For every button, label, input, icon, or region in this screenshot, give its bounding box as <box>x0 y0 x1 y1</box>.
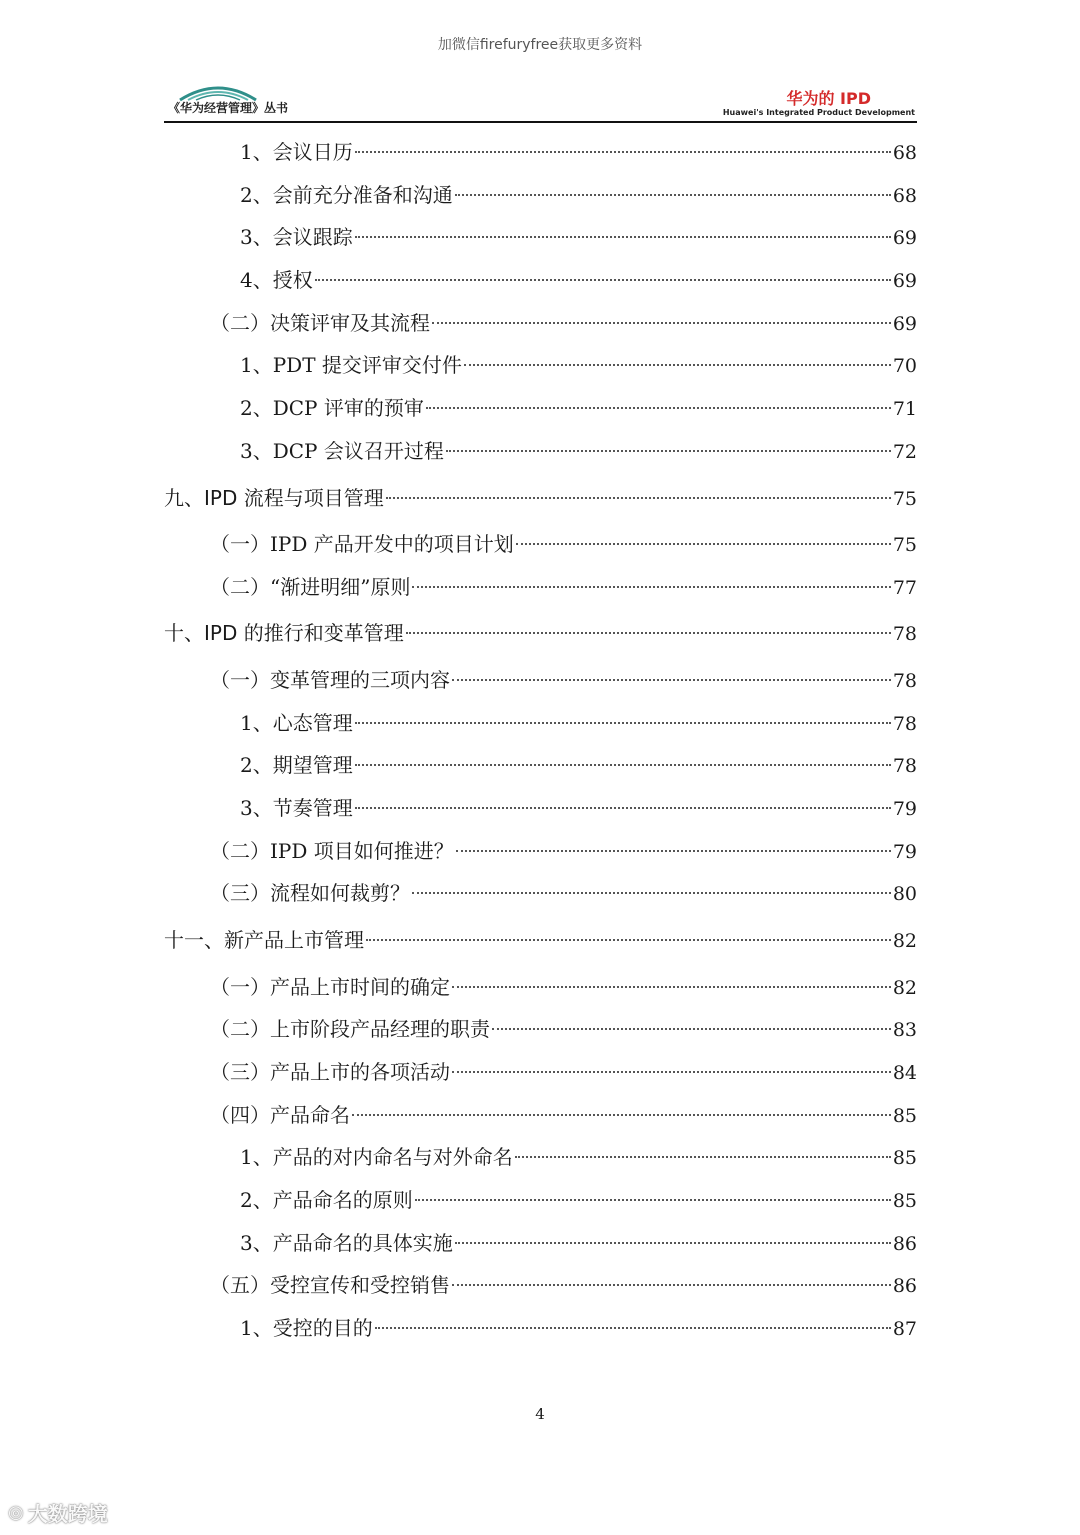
toc-dot-leader <box>412 892 891 894</box>
toc-entry-page: 69 <box>892 312 917 335</box>
page-number: 4 <box>535 1405 545 1423</box>
toc-entry-label: （三）产品上市的各项活动 <box>210 1059 450 1084</box>
toc-entry-label: 九、IPD 流程与项目管理 <box>164 485 384 510</box>
toc-entry-label: 1、产品的对内命名与对外命名 <box>240 1145 513 1170</box>
toc-entry[interactable] <box>164 1222 917 1265</box>
toc-dot-leader <box>415 1199 891 1201</box>
toc-entry-label: （二）上市阶段产品经理的职责 <box>210 1017 490 1042</box>
toc-dot-leader <box>455 1242 891 1244</box>
toc-entry-page: 68 <box>892 184 917 207</box>
toc-entry-page: 82 <box>892 930 917 952</box>
toc-dot-leader <box>355 764 891 766</box>
toc-entry[interactable] <box>164 302 917 345</box>
toc-entry[interactable] <box>164 659 917 702</box>
toc-entry-label: 1、PDT 提交评审交付件 <box>240 353 462 378</box>
toc-entry-label: （一）IPD 产品开发中的项目计划 <box>210 532 514 556</box>
toc-dot-leader <box>355 236 891 238</box>
toc-entry[interactable] <box>164 131 917 174</box>
toc-entry-page: 84 <box>892 1061 917 1084</box>
toc-entry-page: 70 <box>892 355 917 378</box>
toc-entry-label: 3、产品命名的具体实施 <box>240 1230 453 1255</box>
toc-dot-leader <box>352 1114 891 1116</box>
toc-entry[interactable] <box>164 1264 917 1307</box>
toc-entry[interactable] <box>164 1094 917 1137</box>
toc-entry-label: 十一、新产品上市管理 <box>164 928 364 952</box>
toc-entry[interactable] <box>164 174 917 217</box>
toc-dot-leader <box>375 1327 891 1329</box>
toc-entry[interactable] <box>164 1179 917 1222</box>
toc-dot-leader <box>366 939 891 941</box>
toc-dot-leader <box>516 543 891 545</box>
toc-entry-page: 79 <box>892 797 917 820</box>
toc-entry-page: 86 <box>892 1232 917 1255</box>
table-of-contents <box>164 131 917 1350</box>
toc-entry-label: （四）产品命名 <box>210 1102 350 1127</box>
toc-entry[interactable] <box>164 787 917 830</box>
toc-dot-leader <box>406 632 891 634</box>
toc-entry-page: 72 <box>892 440 917 463</box>
watermark-logo-icon: ◎ <box>8 1502 24 1523</box>
book-series-title: 《华为经营管理》丛书 <box>168 101 289 115</box>
toc-entry-page: 82 <box>892 976 917 999</box>
toc-entry-label: （二）IPD 项目如何推进？ <box>210 838 454 863</box>
toc-dot-leader <box>315 279 891 281</box>
toc-entry-label: （一）变革管理的三项内容 <box>210 667 450 692</box>
toc-entry-label: 3、DCP 会议召开过程 <box>240 438 444 463</box>
toc-entry-label: 1、受控的目的 <box>240 1316 373 1340</box>
toc-dot-leader <box>456 850 891 852</box>
toc-entry[interactable] <box>164 473 917 524</box>
toc-entry-page: 77 <box>892 576 917 599</box>
toc-entry-page: 85 <box>892 1104 917 1127</box>
toc-entry[interactable] <box>164 872 917 915</box>
toc-entry-label: （三）流程如何裁剪？ <box>210 881 410 906</box>
toc-entry-page: 83 <box>892 1019 917 1042</box>
toc-entry-label: （一）产品上市时间的确定 <box>210 974 450 999</box>
toc-dot-leader <box>386 497 891 499</box>
toc-entry-label: （五）受控宣传和受控销售 <box>210 1273 450 1298</box>
toc-entry-page: 86 <box>892 1275 917 1298</box>
toc-dot-leader <box>355 807 891 809</box>
header-rule <box>164 121 917 123</box>
toc-dot-leader <box>446 450 891 452</box>
toc-dot-leader <box>412 586 890 588</box>
toc-entry[interactable] <box>164 915 917 966</box>
toc-entry-label: 4、授权 <box>240 268 313 293</box>
toc-entry[interactable] <box>164 966 917 1009</box>
watermark-text: 大数跨境 <box>27 1502 108 1526</box>
toc-entry[interactable] <box>164 1136 917 1179</box>
toc-dot-leader <box>452 986 891 988</box>
brand-subtitle: Huawei's Integrated Product Development <box>722 108 915 117</box>
toc-entry-page: 75 <box>892 487 917 510</box>
toc-entry[interactable] <box>164 387 917 430</box>
toc-entry-page: 71 <box>892 398 917 421</box>
toc-entry-label: 3、节奏管理 <box>240 795 353 820</box>
toc-entry[interactable] <box>164 702 917 745</box>
toc-entry[interactable] <box>164 830 917 873</box>
toc-entry-page: 87 <box>892 1318 917 1340</box>
toc-dot-leader <box>355 722 891 724</box>
toc-entry-page: 68 <box>892 142 917 164</box>
toc-dot-leader <box>492 1028 891 1030</box>
toc-entry[interactable] <box>164 1307 917 1350</box>
toc-dot-leader <box>355 151 891 153</box>
toc-entry-page: 78 <box>892 755 917 778</box>
toc-entry-page: 79 <box>892 840 917 863</box>
toc-entry-page: 78 <box>892 669 917 692</box>
toc-entry[interactable] <box>164 344 917 387</box>
toc-entry-page: 78 <box>892 623 917 646</box>
toc-entry-page: 80 <box>892 883 917 906</box>
toc-dot-leader <box>452 1071 891 1073</box>
page-header <box>164 70 917 122</box>
toc-dot-leader <box>452 679 891 681</box>
toc-entry-page: 78 <box>892 712 917 735</box>
toc-entry-label: 2、DCP 评审的预审 <box>240 396 424 421</box>
toc-entry[interactable] <box>164 259 917 302</box>
toc-entry-page: 69 <box>892 270 917 293</box>
toc-entry-label: 3、会议跟踪 <box>240 225 353 250</box>
toc-entry[interactable] <box>164 523 917 566</box>
watermark <box>8 1498 108 1527</box>
toc-entry[interactable] <box>164 216 917 259</box>
toc-dot-leader <box>515 1156 891 1158</box>
toc-entry-page: 69 <box>892 227 917 250</box>
toc-entry-label: 1、会议日历 <box>240 140 353 164</box>
toc-entry[interactable] <box>164 608 917 659</box>
toc-entry[interactable] <box>164 744 917 787</box>
toc-entry[interactable] <box>164 430 917 473</box>
toc-entry-page: 75 <box>892 534 917 556</box>
toc-entry-label: 十、IPD 的推行和变革管理 <box>164 621 404 646</box>
toc-entry-label: 2、会前充分准备和沟通 <box>240 182 453 207</box>
toc-entry-label: （二）决策评审及其流程 <box>210 310 430 335</box>
toc-entry-label: 1、心态管理 <box>240 710 353 735</box>
toc-dot-leader <box>426 407 891 409</box>
toc-entry[interactable] <box>164 1008 917 1051</box>
toc-dot-leader <box>432 322 891 324</box>
brand-title: 华为的 IPD <box>786 89 871 108</box>
toc-entry[interactable] <box>164 1051 917 1094</box>
top-note: 加微信firefuryfree获取更多资料 <box>437 37 643 53</box>
toc-entry-label: 2、产品命名的原则 <box>240 1187 413 1212</box>
toc-entry-label: （二）“渐进明细”原则 <box>210 574 411 599</box>
toc-dot-leader <box>455 194 891 196</box>
toc-dot-leader <box>464 364 891 366</box>
toc-entry-page: 85 <box>892 1147 917 1170</box>
toc-entry[interactable] <box>164 566 917 609</box>
toc-dot-leader <box>452 1284 891 1286</box>
toc-entry-label: 2、期望管理 <box>240 753 353 778</box>
toc-entry-page: 85 <box>892 1189 917 1212</box>
